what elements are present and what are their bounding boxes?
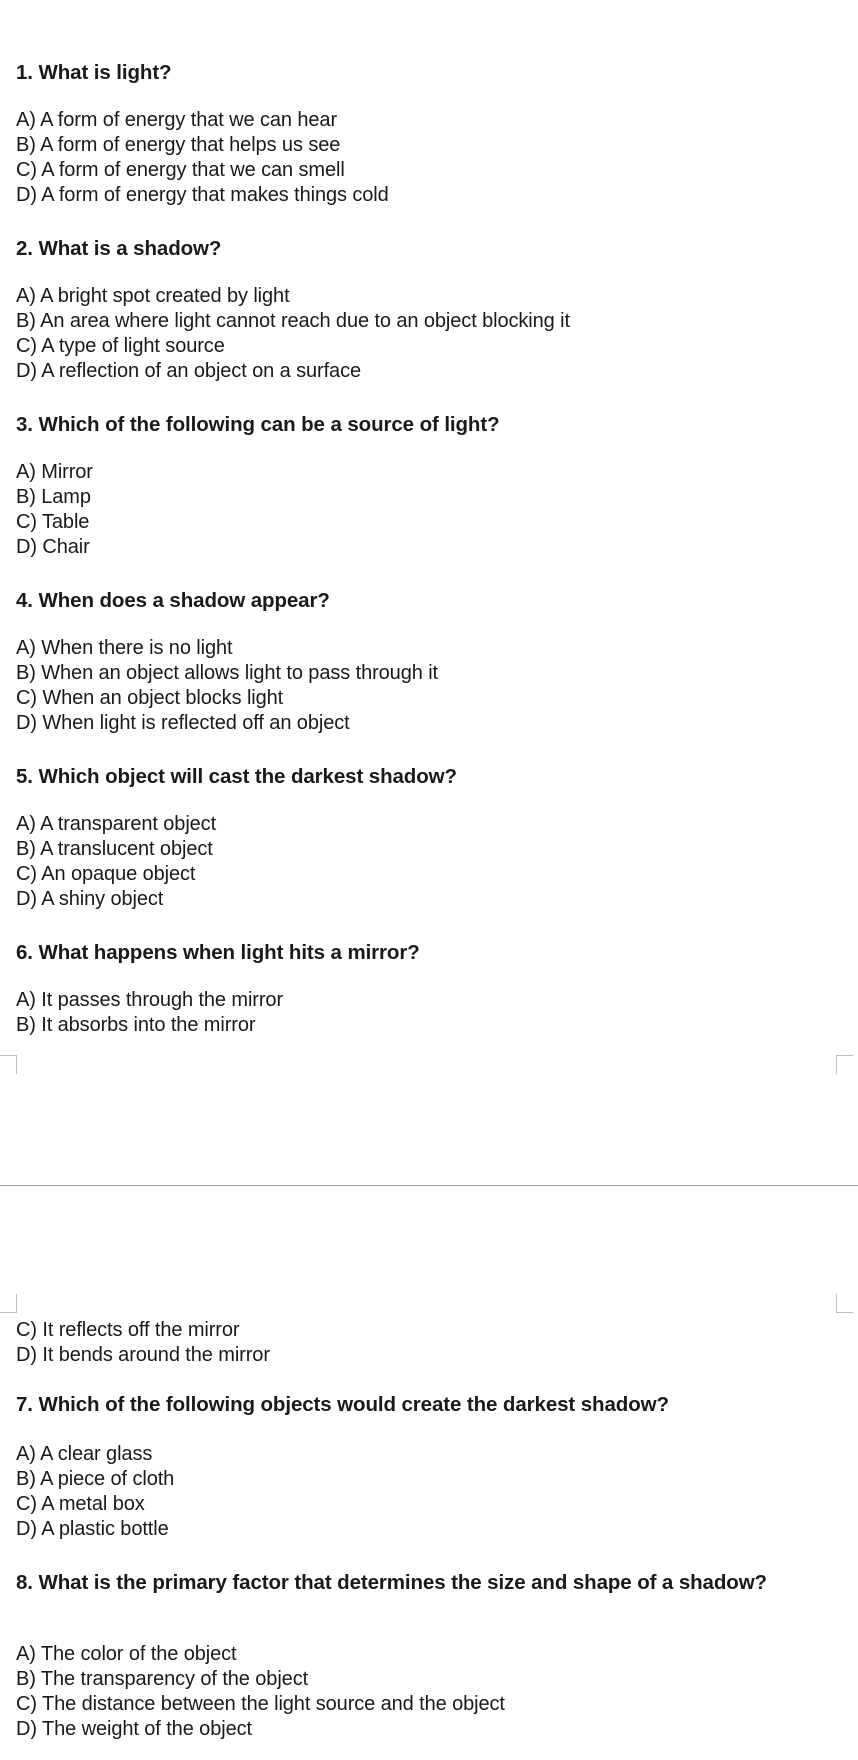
option-c: C) A form of energy that we can smell — [16, 159, 345, 181]
option-a: A) The color of the object — [16, 1643, 237, 1665]
option-a: A) When there is no light — [16, 637, 233, 659]
option-c: C) An opaque object — [16, 863, 196, 885]
question-4-options — [16, 636, 438, 736]
option-c: C) Table — [16, 511, 90, 533]
option-d: D) When light is reflected off an object — [16, 712, 350, 734]
option-a: A) A bright spot created by light — [16, 285, 290, 307]
question-8-options — [16, 1642, 505, 1742]
question-6-options — [16, 988, 283, 1038]
question-8-text: 8. What is the primary factor that determines the size and shape of a shadow? — [16, 1571, 767, 1594]
option-b: B) An area where light cannot reach due to an object blocking it — [16, 310, 570, 332]
question-5-options — [16, 812, 216, 912]
option-d: D) A form of energy that makes things cold — [16, 184, 389, 206]
option-a: A) A form of energy that we can hear — [16, 109, 338, 131]
crop-mark-top-right — [836, 1055, 853, 1074]
option-d: D) The weight of the object — [16, 1718, 252, 1740]
option-b: B) The transparency of the object — [16, 1668, 309, 1690]
option-c: C) The distance between the light source and the object — [16, 1693, 505, 1715]
option-a: A) A transparent object — [16, 813, 217, 835]
question-7-options — [16, 1442, 174, 1542]
question-1-text: 1. What is light? — [16, 61, 172, 84]
page-break-line — [0, 1185, 858, 1186]
option-d: D) Chair — [16, 536, 90, 558]
option-d: D) A reflection of an object on a surface — [16, 360, 361, 382]
question-5-text: 5. Which object will cast the darkest shadow? — [16, 765, 457, 788]
option-b: B) Lamp — [16, 486, 91, 508]
question-7-text: 7. Which of the following objects would create the darkest shadow? — [16, 1393, 669, 1416]
option-b: B) A form of energy that helps us see — [16, 134, 341, 156]
question-6-text: 6. What happens when light hits a mirror? — [16, 941, 420, 964]
question-4-text: 4. When does a shadow appear? — [16, 589, 330, 612]
option-c: C) When an object blocks light — [16, 687, 284, 709]
option-d: D) It bends around the mirror — [16, 1344, 270, 1366]
option-c: C) A metal box — [16, 1493, 145, 1515]
question-6-options-continued — [16, 1318, 270, 1368]
option-b: B) A piece of cloth — [16, 1468, 175, 1490]
crop-mark-bottom-left — [0, 1294, 17, 1313]
crop-mark-top-left — [0, 1055, 17, 1074]
question-2-options — [16, 284, 570, 384]
option-c: C) A type of light source — [16, 335, 225, 357]
question-3-options — [16, 460, 93, 560]
option-a: A) Mirror — [16, 461, 93, 483]
crop-mark-bottom-right — [836, 1294, 853, 1313]
option-c: C) It reflects off the mirror — [16, 1319, 240, 1341]
question-2-text: 2. What is a shadow? — [16, 237, 222, 260]
option-b: B) When an object allows light to pass through it — [16, 662, 438, 684]
option-b: B) A translucent object — [16, 838, 213, 860]
question-3-text: 3. Which of the following can be a source of light? — [16, 413, 500, 436]
question-1-options — [16, 108, 389, 208]
option-a: A) A clear glass — [16, 1443, 153, 1465]
option-d: D) A plastic bottle — [16, 1518, 169, 1540]
option-b: B) It absorbs into the mirror — [16, 1014, 256, 1036]
option-a: A) It passes through the mirror — [16, 989, 284, 1011]
option-d: D) A shiny object — [16, 888, 164, 910]
